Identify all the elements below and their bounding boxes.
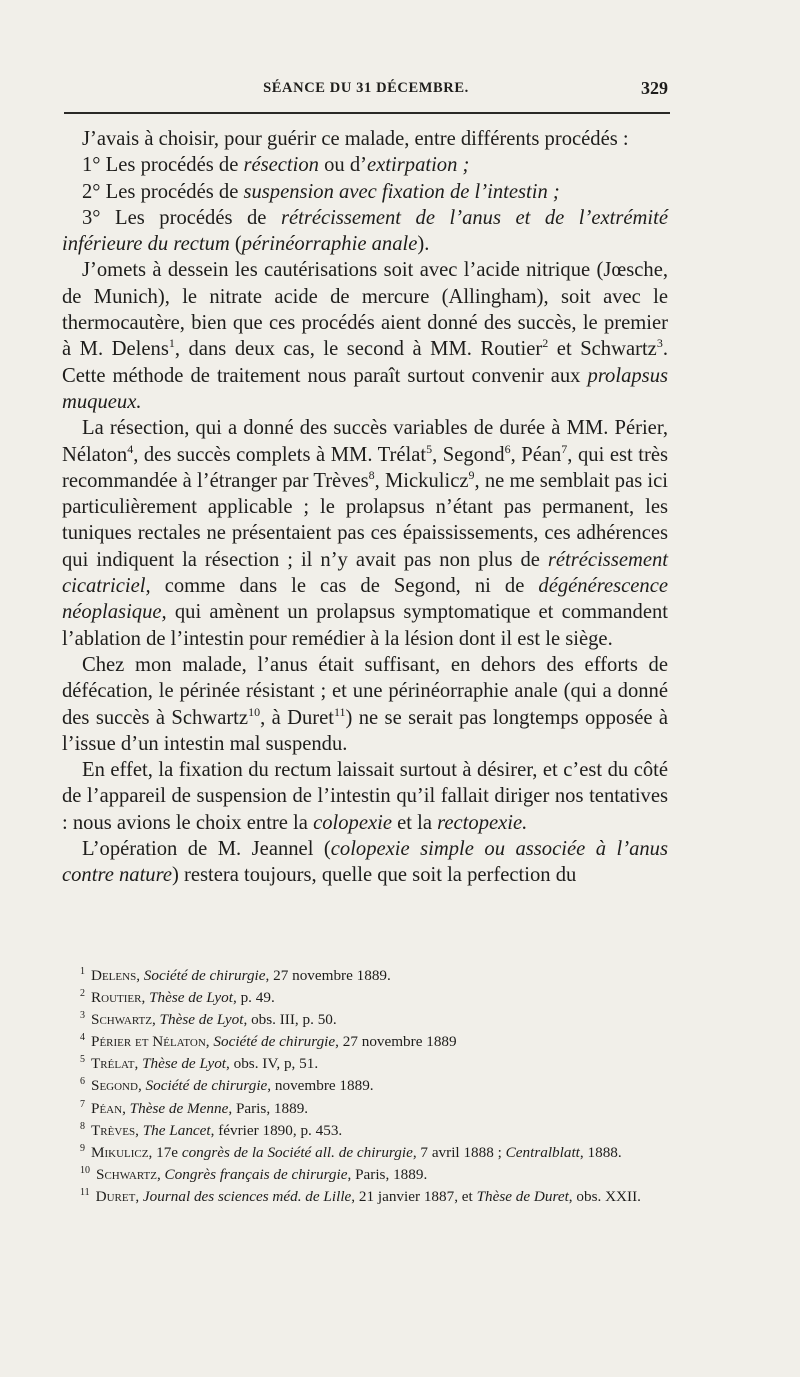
footnote-ref-5[interactable]: 5 xyxy=(426,441,433,456)
footnote-author: Segond xyxy=(91,1077,138,1095)
list-item-1 xyxy=(62,152,668,178)
running-title: SÉANCE DU 31 DÉCEMBRE. xyxy=(263,80,469,96)
footnote xyxy=(62,1164,668,1186)
item2-prefix: 2° Les procédés de xyxy=(82,180,244,203)
p6-b: ) restera toujours, quelle que soit la perfection du xyxy=(172,864,577,887)
footnote-ref-1[interactable]: 1 xyxy=(168,336,175,351)
p3-a: La résection, qui a donné des succès variables de durée à MM. Périer, Nélaton xyxy=(62,417,668,466)
main-text xyxy=(62,126,668,889)
page-number: 329 xyxy=(641,78,668,98)
footnote-work: Société de chirurgie xyxy=(143,967,266,984)
paragraph-intro: J’avais à choisir, pour guérir ce malade, entre différents procédés : xyxy=(82,128,629,150)
footnote-number: 1 xyxy=(80,966,85,977)
list-item-2 xyxy=(62,179,668,205)
p3-h: comme dans le cas de Segond, ni de xyxy=(150,575,539,598)
footnote-work: Thèse de Lyot xyxy=(149,989,233,1007)
item3-em2: périnéorraphie anale xyxy=(241,233,418,256)
footnote-work2: Centralblatt xyxy=(505,1143,580,1161)
footnote-ref-6[interactable]: 6 xyxy=(504,441,511,456)
footnote-author: Péan xyxy=(91,1099,123,1117)
footnote-rest: , Paris, 1889. xyxy=(228,1099,309,1117)
p6-em: colopexie simple ou associée à l’anus contre nature xyxy=(62,838,668,887)
footnote-rest: , p. 49. xyxy=(232,989,275,1007)
footnote-number: 5 xyxy=(80,1054,85,1066)
footnote xyxy=(62,1075,668,1097)
item3-paren-open: ( xyxy=(229,233,242,256)
paragraph-cauterisation xyxy=(62,257,668,415)
footnote-rest: , février 1890, p. 453. xyxy=(210,1121,343,1139)
footnote-rest2: , 1888. xyxy=(579,1143,622,1161)
footnote-sep: , xyxy=(122,1099,130,1117)
footnote-rest2: , obs. XXII. xyxy=(568,1187,641,1205)
p3-g: , ne me semblait pas ici particulièrement applicable ; le prolapsus n’étant pas permanent, les tuniques rectales ne présentaient pas ces épaississements, ces adhérences qui indiquent la résection ; il n’y avait pas non plus de xyxy=(62,469,669,571)
footnote-ref-2[interactable]: 2 xyxy=(542,336,549,351)
footnote-number: 6 xyxy=(80,1076,85,1088)
footnote-sep: , xyxy=(137,1077,146,1095)
p2-a: J’omets à dessein les cautérisations soit avec l’acide nitrique (Jœsche, de Munich), le nitrate acide de mercure (Allingham), soit avec le thermocautère, bien que ces procédés aient donné des succès, le premier à M. Delens xyxy=(62,259,668,361)
footnote-number: 9 xyxy=(80,1142,85,1154)
footnote-author: Mikulicz xyxy=(91,1143,149,1161)
item1-em-resection: résection xyxy=(243,154,319,177)
footnote-number: 7 xyxy=(80,1098,85,1110)
paragraph-jeannel xyxy=(62,836,668,889)
footnote-ref-4[interactable]: 4 xyxy=(127,441,134,456)
footnote xyxy=(62,1120,668,1142)
footnote-rest: , novembre 1889. xyxy=(267,1077,374,1095)
paragraph-malade xyxy=(62,652,668,757)
footnote-sep: , xyxy=(135,1187,143,1205)
p2-em: prolapsus muqueux. xyxy=(62,364,668,413)
p3-f: , Mickulicz xyxy=(374,469,469,492)
p3-b: , des succès complets à MM. Trélat xyxy=(133,443,427,466)
footnote-sep: , xyxy=(134,1055,143,1073)
footnote-work: Société de chirurgie xyxy=(145,1077,268,1095)
item2-em: suspension avec fixation de l’intestin ; xyxy=(243,180,560,203)
footnote-rest: , Paris, 1889. xyxy=(347,1165,428,1183)
footnote-work: Thèse de Menne xyxy=(129,1099,229,1117)
p5-em2: rectopexie. xyxy=(437,811,528,834)
p5-em1: colopexie xyxy=(313,811,392,834)
header-rule xyxy=(64,112,670,114)
p3-em2: dégénérescence néoplasique, xyxy=(62,575,668,624)
footnote-author: Routier xyxy=(91,989,142,1007)
footnote-sep: , xyxy=(135,1121,143,1139)
footnote xyxy=(62,1053,668,1075)
footnote-work: Thèse de Lyot xyxy=(159,1011,244,1029)
footnote-author: Trèves xyxy=(91,1121,136,1139)
footnote-rest: , 21 janvier 1887, et xyxy=(351,1187,477,1205)
footnote-sep: , xyxy=(136,967,144,984)
footnote-author: Delens xyxy=(91,967,137,984)
footnote-author: Trélat xyxy=(91,1055,135,1073)
p4-c: ) ne se serait pas longtemps opposée à l’issue d’un intestin mal suspendu. xyxy=(62,706,668,755)
footnote-rest: , 27 novembre 1889. xyxy=(265,967,391,984)
p2-d: . Cette méthode de traitement nous paraît surtout convenir aux xyxy=(62,338,668,387)
p2-b: , dans deux cas, le second à MM. Routier xyxy=(174,338,543,361)
footnote-ref-7[interactable]: 7 xyxy=(561,441,568,456)
p4-b: , à Duret xyxy=(260,706,334,729)
footnote-sep: , xyxy=(205,1033,214,1051)
footnote-author: Schwartz xyxy=(91,1011,152,1029)
p3-e: , qui est très recommandée à l’étranger par Trèves xyxy=(62,443,668,492)
footnotes xyxy=(62,965,668,1208)
footnote-work2: Thèse de Duret xyxy=(476,1187,569,1205)
footnote-ref-8[interactable]: 8 xyxy=(368,467,375,482)
footnote xyxy=(62,987,668,1009)
footnote-work: Société de chirurgie xyxy=(213,1033,336,1051)
footnote-rest: , 27 novembre 1889 xyxy=(335,1033,457,1051)
footnote-work: The Lancet xyxy=(142,1121,211,1139)
p6-a: L’opération de M. Jeannel ( xyxy=(82,838,331,861)
footnote-work: Congrès français de chirurgie xyxy=(164,1165,348,1183)
footnote xyxy=(62,1009,668,1031)
paragraph-resection xyxy=(62,415,668,652)
footnote-sep: , xyxy=(141,989,150,1007)
footnote-ref-11[interactable]: 11 xyxy=(333,704,346,719)
footnote-author: Duret xyxy=(95,1187,136,1205)
p5-b: et la xyxy=(391,811,438,834)
item3-prefix: 3° Les procédés de xyxy=(82,206,281,229)
footnote-number: 2 xyxy=(80,988,85,1000)
footnote-number: 4 xyxy=(80,1032,85,1044)
p3-c: , Segond xyxy=(432,443,505,466)
footnote-ref-10[interactable]: 10 xyxy=(248,704,261,719)
item3-em1: rétrécissement de l’anus et de l’extrémité inférieure du rectum xyxy=(62,206,669,256)
footnote-number: 11 xyxy=(80,1186,90,1198)
p3-d: , Péan xyxy=(510,443,562,466)
footnote xyxy=(62,1142,668,1164)
item3-paren-close: ). xyxy=(417,233,430,256)
footnote-ref-3[interactable]: 3 xyxy=(656,336,663,351)
footnote-ref-9[interactable]: 9 xyxy=(468,467,475,482)
footnote-author: Périer et Nélaton xyxy=(91,1033,206,1051)
footnote-number: 10 xyxy=(80,1164,90,1176)
item1-mid: ou d’ xyxy=(318,154,368,177)
p5-a: En effet, la fixation du rectum laissait surtout à désirer, et c’est du côté de l’appareil de suspension de l’intestin qu’il fallait diriger nos tentatives : nous avions le choix entre la xyxy=(62,759,668,834)
footnote-number: 3 xyxy=(80,1010,85,1022)
list-item-3 xyxy=(62,205,668,258)
footnote-sep: , xyxy=(151,1011,160,1029)
item1-prefix: 1° Les procédés de xyxy=(82,154,244,177)
p4-a: Chez mon malade, l’anus était suffisant, en dehors des efforts de défécation, le périnée résistant ; et une périnéorraphie anale (qui a donné des succès à Schwartz xyxy=(62,653,668,729)
p3-em1: rétrécissement cicatriciel, xyxy=(62,548,668,598)
footnote-work: congrès de la Société all. de chirurgie xyxy=(181,1143,413,1161)
p3-i: qui amènent un prolapsus symptomatique et commandent l’ablation de l’intestin pour remédier à la lésion dont il est le siège. xyxy=(62,601,668,650)
footnote xyxy=(62,1186,668,1208)
footnote-number: 8 xyxy=(80,1120,85,1132)
footnote xyxy=(62,1031,668,1053)
footnote-rest: , obs. IV, p, 51. xyxy=(226,1055,319,1073)
footnote-work: Thèse de Lyot xyxy=(142,1055,227,1073)
footnote-sep: , 17e xyxy=(148,1143,182,1161)
item1-em-extirpation: extirpation ; xyxy=(367,154,470,177)
footnote xyxy=(62,965,668,987)
footnote-sep: , xyxy=(156,1165,165,1183)
running-header xyxy=(62,76,670,106)
footnote-work: Journal des sciences méd. de Lille xyxy=(142,1187,352,1205)
footnote-rest: , 7 avril 1888 ; xyxy=(412,1143,506,1161)
footnote xyxy=(62,1098,668,1120)
footnote-author: Schwartz xyxy=(96,1165,157,1183)
paragraph-fixation xyxy=(62,757,668,836)
footnote-rest: , obs. III, p. 50. xyxy=(243,1011,337,1029)
p2-c: et Schwartz xyxy=(548,338,657,361)
